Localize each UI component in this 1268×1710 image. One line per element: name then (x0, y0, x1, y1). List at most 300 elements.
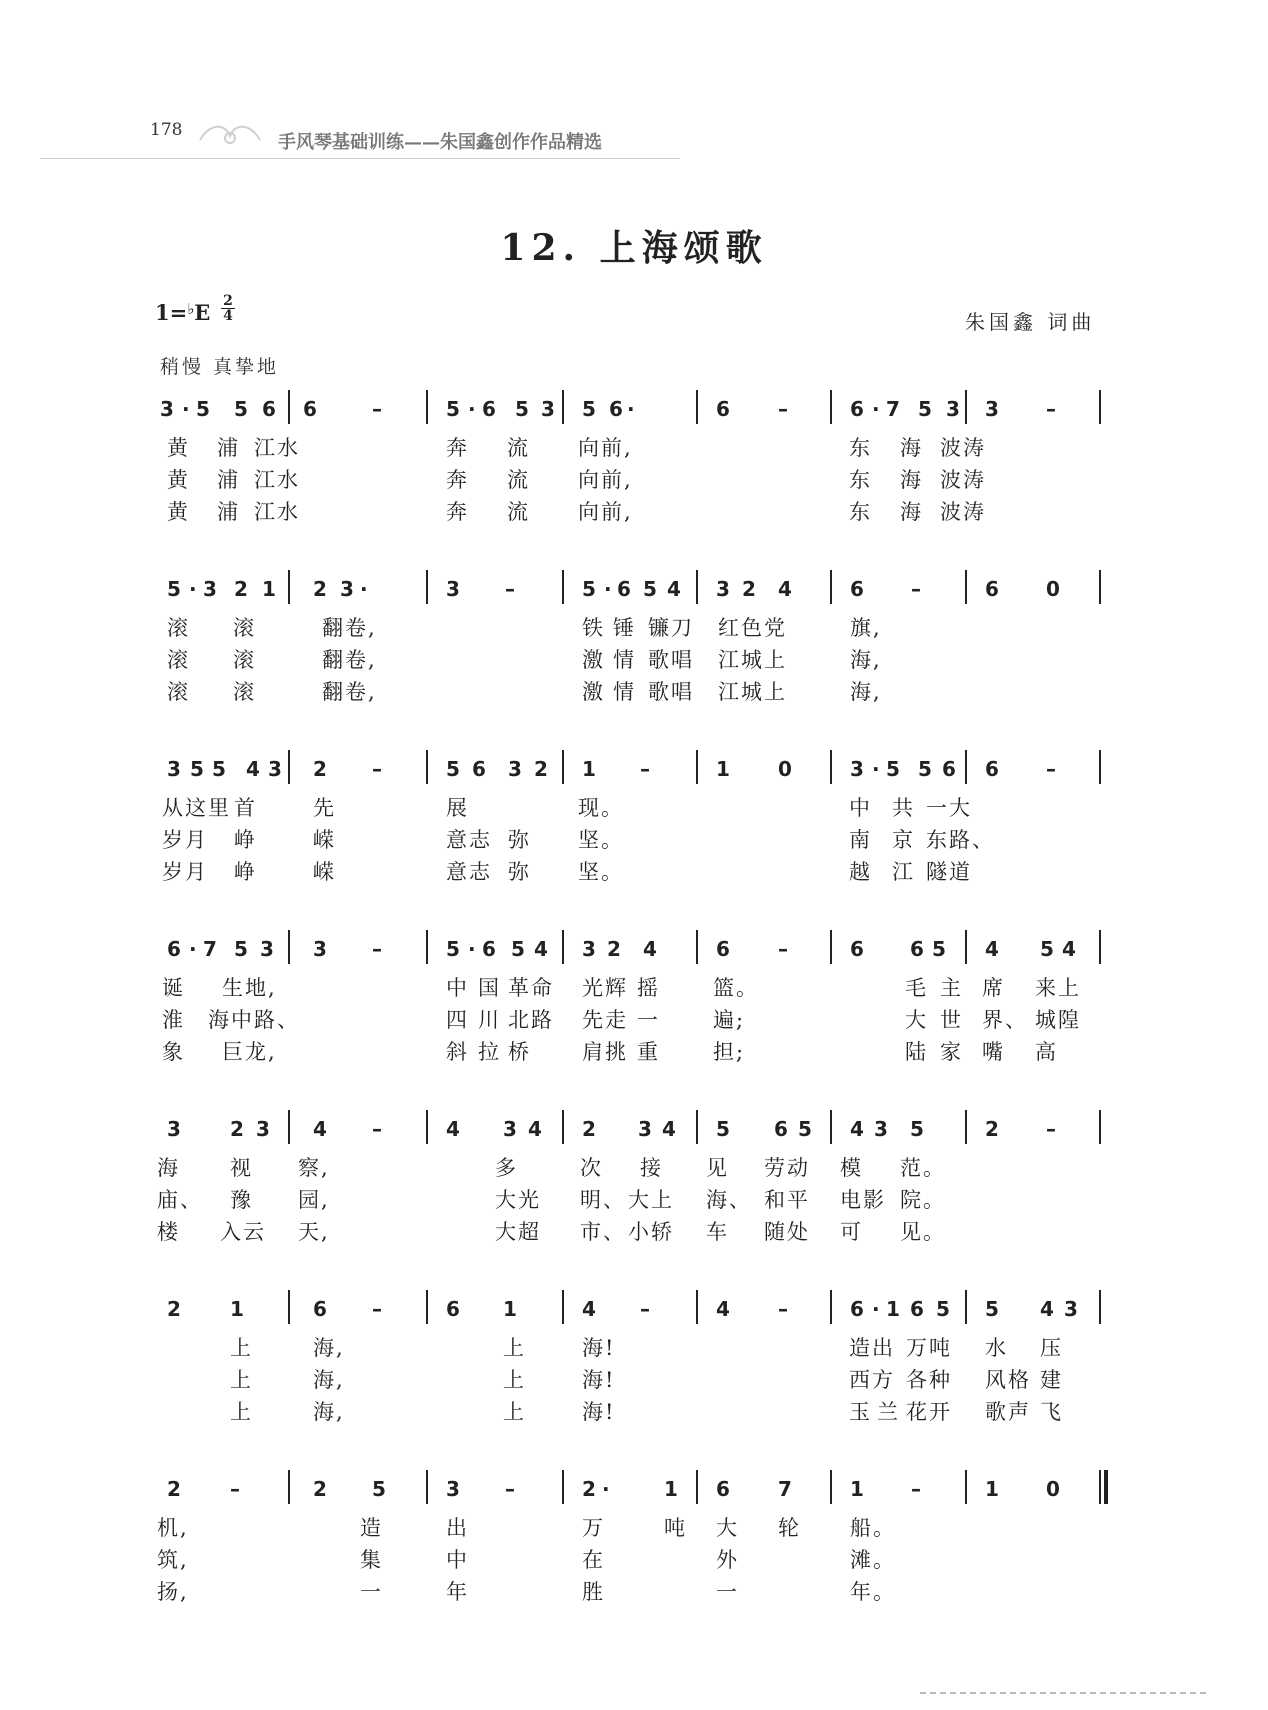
note: 5 (985, 1297, 999, 1321)
lyric: 大超 (495, 1220, 541, 1244)
note: 6 (313, 1297, 327, 1321)
lyric: 集 (360, 1548, 383, 1572)
lyric: 海, (313, 1336, 345, 1360)
time-top: 2 (223, 293, 233, 309)
lyric: 江城上 (718, 680, 787, 704)
note: 6 (446, 1297, 460, 1321)
note: 3 (874, 1117, 888, 1141)
note: 2 (582, 1117, 596, 1141)
lyric: 岁月 (162, 828, 208, 852)
lyric: 象 (162, 1040, 185, 1064)
lyric: 摇 (637, 976, 660, 1000)
lyric: 上 (503, 1336, 526, 1360)
note: 1 (664, 1477, 678, 1501)
tempo-marking: 稍慢 真挚地 (160, 356, 280, 378)
dot-mark: · (602, 1477, 610, 1501)
lyric: 视 (230, 1156, 253, 1180)
lyric: 滚 (233, 616, 256, 640)
footer-decoration (920, 1688, 1210, 1698)
lyric: 共 (892, 796, 915, 820)
note: 5 (196, 397, 210, 421)
note: 4 (534, 937, 548, 961)
note: 6 (716, 397, 730, 421)
lyric: 花开 (906, 1400, 952, 1424)
note: 3 (446, 577, 460, 601)
lyric: 海 (900, 500, 923, 524)
dash-mark: – (778, 1297, 788, 1321)
note: 6 (850, 937, 864, 961)
note: 2 (985, 1117, 999, 1141)
lyric: 歌声 (985, 1400, 1031, 1424)
lyric: 园, (298, 1188, 330, 1212)
lyric: 和平 (764, 1188, 810, 1212)
lyric: 嵘 (313, 860, 336, 884)
lyric: 向前, (578, 436, 633, 460)
lyric: 豫 (230, 1188, 253, 1212)
lyric: 胜 (582, 1580, 605, 1604)
note: 3 (508, 757, 522, 781)
note: 4 (716, 1297, 730, 1321)
lyric: 世 (940, 1008, 963, 1032)
note: 3 (203, 577, 217, 601)
lyric: 重 (637, 1040, 660, 1064)
note: 5 (234, 937, 248, 961)
lyric: 嘴 (982, 1040, 1005, 1064)
lyric: 情 (613, 680, 636, 704)
lyric: 界、 (982, 1008, 1028, 1032)
lyric: 南 (849, 828, 872, 852)
lyric: 兰 (877, 1400, 900, 1424)
note: 5 (212, 757, 226, 781)
lyric: 岁月 (162, 860, 208, 884)
note: 2 (167, 1477, 181, 1501)
lyric: 次 (580, 1156, 603, 1180)
note: 2 (230, 1117, 244, 1141)
note: 6 (716, 937, 730, 961)
lyric: 革命 (508, 976, 554, 1000)
note: 3 (716, 577, 730, 601)
note: 3 (638, 1117, 652, 1141)
lyric: 翻卷, (322, 680, 377, 704)
note: 5 (446, 757, 460, 781)
lyric: 海、 (706, 1188, 752, 1212)
lyric: 外 (716, 1548, 739, 1572)
dash-mark: – (778, 937, 788, 961)
note: 1 (262, 577, 276, 601)
lyric: 模 (840, 1156, 863, 1180)
lyric: 展 (446, 796, 469, 820)
lyric: 奔 (446, 436, 469, 460)
note: 5 (910, 1117, 924, 1141)
lyric: 篮。 (713, 976, 759, 1000)
lyric: 现。 (578, 796, 624, 820)
lyric: 轮 (778, 1516, 801, 1540)
page-number: 178 (150, 120, 183, 140)
lyric: 海 (900, 468, 923, 492)
note: 5 (918, 757, 932, 781)
lyric: 流 (507, 468, 530, 492)
lyric: 江水 (254, 468, 300, 492)
lyric: 上 (230, 1368, 253, 1392)
lyric: 激 (582, 648, 605, 672)
note: 1 (716, 757, 730, 781)
lyric: 造出 (849, 1336, 895, 1360)
dash-mark: – (372, 1117, 382, 1141)
lyric: 机, (157, 1516, 189, 1540)
lyric: 中 (849, 796, 872, 820)
lyric: 黄 (167, 436, 190, 460)
dash-mark: – (505, 577, 515, 601)
note: 4 (1062, 937, 1076, 961)
lyric: 弥 (508, 860, 531, 884)
note: 3 (850, 757, 864, 781)
author-credit: 朱国鑫 词曲 (965, 310, 1096, 334)
lyric: 上 (503, 1368, 526, 1392)
note: 3 (313, 937, 327, 961)
lyric: 流 (507, 436, 530, 460)
lyric: 翻卷, (322, 616, 377, 640)
lyric: 流 (507, 500, 530, 524)
note: 5 (932, 937, 946, 961)
lyric: 家 (940, 1040, 963, 1064)
lyric: 波涛 (940, 468, 986, 492)
lyric: 诞 (162, 976, 185, 1000)
dot-mark: · (604, 577, 612, 601)
note: 4 (643, 937, 657, 961)
note: 5 (190, 757, 204, 781)
lyric: 激 (582, 680, 605, 704)
note: 4 (778, 577, 792, 601)
lyric: 上 (230, 1400, 253, 1424)
lyric: 电影 (840, 1188, 886, 1212)
note: 5 (716, 1117, 730, 1141)
lyric: 院。 (900, 1188, 946, 1212)
lyric: 高 (1035, 1040, 1058, 1064)
lyric: 淮 (162, 1008, 185, 1032)
note: 4 (667, 577, 681, 601)
lyric: 船。 (850, 1516, 896, 1540)
lyric: 首 (234, 796, 257, 820)
key-note: E (194, 300, 211, 325)
note: 5 (582, 577, 596, 601)
note: 3 (1064, 1297, 1078, 1321)
lyric: 大 (716, 1516, 739, 1540)
dash-mark: – (911, 577, 921, 601)
note: 2 (534, 757, 548, 781)
dot-mark: · (872, 1297, 880, 1321)
note: 5 (582, 397, 596, 421)
note: 3 (340, 577, 354, 601)
note: 6 (985, 577, 999, 601)
lyric: 多 (495, 1156, 518, 1180)
note: 6 (910, 937, 924, 961)
dash-mark: – (1046, 397, 1056, 421)
key-flat: ♭ (187, 300, 195, 318)
note: 1 (503, 1297, 517, 1321)
note: 3 (541, 397, 555, 421)
lyric: 先走 (582, 1008, 628, 1032)
lyric: 向前, (578, 468, 633, 492)
lyric: 嵘 (313, 828, 336, 852)
lyric: 旗, (850, 616, 882, 640)
note: 7 (203, 937, 217, 961)
lyric: 江水 (254, 500, 300, 524)
note: 0 (1046, 1477, 1060, 1501)
lyric: 担; (713, 1040, 746, 1064)
lyric: 扬, (157, 1580, 189, 1604)
lyric: 大上 (628, 1188, 674, 1212)
lyric: 西方 (849, 1368, 895, 1392)
note: 6 (716, 1477, 730, 1501)
note: 0 (778, 757, 792, 781)
lyric: 大光 (495, 1188, 541, 1212)
lyric: 东 (849, 436, 872, 460)
lyric: 江城上 (718, 648, 787, 672)
lyric: 先 (313, 796, 336, 820)
lyric: 压 (1040, 1336, 1063, 1360)
dash-mark: – (372, 397, 382, 421)
note: 6 (774, 1117, 788, 1141)
dash-mark: – (778, 397, 788, 421)
lyric: 海! (582, 1400, 616, 1424)
lyric: 翻卷, (322, 648, 377, 672)
dash-mark: – (372, 1297, 382, 1321)
lyric: 建 (1040, 1368, 1063, 1392)
lyric: 筑, (157, 1548, 189, 1572)
lyric: 入云 (220, 1220, 266, 1244)
lyric: 年 (446, 1580, 469, 1604)
lyric: 川 (478, 1008, 501, 1032)
dash-mark: – (640, 757, 650, 781)
note: 3 (985, 397, 999, 421)
lyric: 劳动 (764, 1156, 810, 1180)
lyric: 斜 (446, 1040, 469, 1064)
lyric: 毛 (905, 976, 928, 1000)
note: 6 (850, 1297, 864, 1321)
note: 2 (582, 1477, 596, 1501)
dot-mark: · (189, 937, 197, 961)
lyric: 各种 (906, 1368, 952, 1392)
note: 1 (985, 1477, 999, 1501)
lyric: 来上 (1035, 976, 1081, 1000)
note: 5 (643, 577, 657, 601)
lyric: 东 (849, 468, 872, 492)
lyric: 滚 (167, 680, 190, 704)
note: 3 (260, 937, 274, 961)
lyric: 黄 (167, 500, 190, 524)
lyric: 天, (298, 1220, 330, 1244)
note: 4 (582, 1297, 596, 1321)
lyric: 坚。 (578, 828, 624, 852)
lyric: 一大 (926, 796, 972, 820)
note: 3 (167, 757, 181, 781)
dash-mark: – (230, 1477, 240, 1501)
note: 1 (230, 1297, 244, 1321)
note: 2 (167, 1297, 181, 1321)
lyric: 遍; (713, 1008, 746, 1032)
lyric: 明、 (580, 1188, 626, 1212)
dot-mark: · (627, 397, 635, 421)
dash-mark: – (505, 1477, 515, 1501)
lyric: 红色党 (718, 616, 787, 640)
note: 3 (582, 937, 596, 961)
lyric: 从这里 (162, 796, 231, 820)
note: 4 (446, 1117, 460, 1141)
lyric: 滩。 (850, 1548, 896, 1572)
note: 2 (607, 937, 621, 961)
lyric: 滚 (233, 680, 256, 704)
lyric: 见。 (900, 1220, 946, 1244)
note: 2 (313, 577, 327, 601)
note: 7 (886, 397, 900, 421)
lyric: 镰刀 (648, 616, 694, 640)
note: 4 (246, 757, 260, 781)
lyric: 中 (446, 976, 469, 1000)
lyric: 在 (582, 1548, 605, 1572)
lyric: 歌唱 (648, 648, 694, 672)
lyric: 席 (982, 976, 1005, 1000)
lyric: 铁 (582, 616, 605, 640)
note: 6 (262, 397, 276, 421)
lyric: 万 (582, 1516, 605, 1540)
note: 6 (850, 577, 864, 601)
note: 3 (946, 397, 960, 421)
note: 6 (910, 1297, 924, 1321)
note: 4 (528, 1117, 542, 1141)
dash-mark: – (1046, 1117, 1056, 1141)
lyric: 京 (892, 828, 915, 852)
dot-mark: · (872, 757, 880, 781)
lyric: 海 (900, 436, 923, 460)
lyric: 造 (360, 1516, 383, 1540)
dot-mark: · (468, 397, 476, 421)
lyric: 一 (360, 1580, 383, 1604)
note: 3 (256, 1117, 270, 1141)
lyric: 峥 (234, 860, 257, 884)
note: 5 (446, 397, 460, 421)
lyric: 飞 (1040, 1400, 1063, 1424)
lyric: 意志 (446, 828, 492, 852)
dash-mark: – (372, 757, 382, 781)
note: 3 (503, 1117, 517, 1141)
lyric: 坚。 (578, 860, 624, 884)
lyric: 滚 (167, 648, 190, 672)
book-title: 手风琴基础训练——朱国鑫创作作品精选 (278, 132, 602, 153)
note: 1 (850, 1477, 864, 1501)
lyric: 城隍 (1035, 1008, 1081, 1032)
lyric: 车 (706, 1220, 729, 1244)
lyric: 浦 (217, 500, 240, 524)
note: 3 (446, 1477, 460, 1501)
lyric: 东路、 (926, 828, 995, 852)
note: 5 (446, 937, 460, 961)
dot-mark: · (182, 397, 190, 421)
note: 5 (372, 1477, 386, 1501)
lyric: 可 (840, 1220, 863, 1244)
lyric: 浦 (217, 436, 240, 460)
note: 2 (313, 1477, 327, 1501)
note: 6 (472, 757, 486, 781)
lyric: 海, (850, 680, 882, 704)
dot-mark: · (189, 577, 197, 601)
lyric: 波涛 (940, 436, 986, 460)
note: 6 (167, 937, 181, 961)
note: 6 (617, 577, 631, 601)
note: 0 (1046, 577, 1060, 601)
lyric: 海! (582, 1336, 616, 1360)
lyric: 海! (582, 1368, 616, 1392)
note: 6 (482, 937, 496, 961)
lyric: 向前, (578, 500, 633, 524)
note: 5 (167, 577, 181, 601)
note: 3 (268, 757, 282, 781)
lyric: 光辉 (582, 976, 628, 1000)
note: 5 (515, 397, 529, 421)
lyric: 一 (637, 1008, 660, 1032)
lyric: 国 (478, 976, 501, 1000)
lyric: 意志 (446, 860, 492, 884)
lyric: 生地, (222, 976, 277, 1000)
note: 1 (582, 757, 596, 781)
lyric: 桥 (508, 1040, 531, 1064)
lyric: 吨 (664, 1516, 687, 1540)
lyric: 滚 (233, 648, 256, 672)
time-bottom: 4 (223, 308, 233, 324)
note: 6 (482, 397, 496, 421)
lyric: 大 (905, 1008, 928, 1032)
note: 5 (234, 397, 248, 421)
lyric: 上 (230, 1336, 253, 1360)
lyric: 情 (613, 648, 636, 672)
lyric: 东 (849, 500, 872, 524)
lyric: 锤 (613, 616, 636, 640)
lyric: 风格 (985, 1368, 1031, 1392)
lyric: 波涛 (940, 500, 986, 524)
lyric: 越 (849, 860, 872, 884)
lyric: 出 (446, 1516, 469, 1540)
note: 4 (985, 937, 999, 961)
lyric: 滚 (167, 616, 190, 640)
dot-mark: · (360, 577, 368, 601)
dot-mark: · (872, 397, 880, 421)
lyric: 海, (850, 648, 882, 672)
dot-mark: · (468, 937, 476, 961)
note: 4 (1040, 1297, 1054, 1321)
lyric: 江水 (254, 436, 300, 460)
note: 5 (918, 397, 932, 421)
lyric: 奔 (446, 500, 469, 524)
lyric: 水 (985, 1336, 1008, 1360)
lyric: 楼 (157, 1220, 180, 1244)
note: 5 (936, 1297, 950, 1321)
lyric: 主 (940, 976, 963, 1000)
lyric: 察, (298, 1156, 330, 1180)
lyric: 市、 (580, 1220, 626, 1244)
lyric: 接 (640, 1156, 663, 1180)
note: 1 (886, 1297, 900, 1321)
lyric: 海, (313, 1400, 345, 1424)
lyric: 拉 (478, 1040, 501, 1064)
note: 3 (167, 1117, 181, 1141)
note: 2 (742, 577, 756, 601)
dash-mark: – (372, 937, 382, 961)
lyric: 弥 (508, 828, 531, 852)
lyric: 范。 (900, 1156, 946, 1180)
dash-mark: – (1046, 757, 1056, 781)
note: 5 (798, 1117, 812, 1141)
lyric: 奔 (446, 468, 469, 492)
note: 6 (942, 757, 956, 781)
